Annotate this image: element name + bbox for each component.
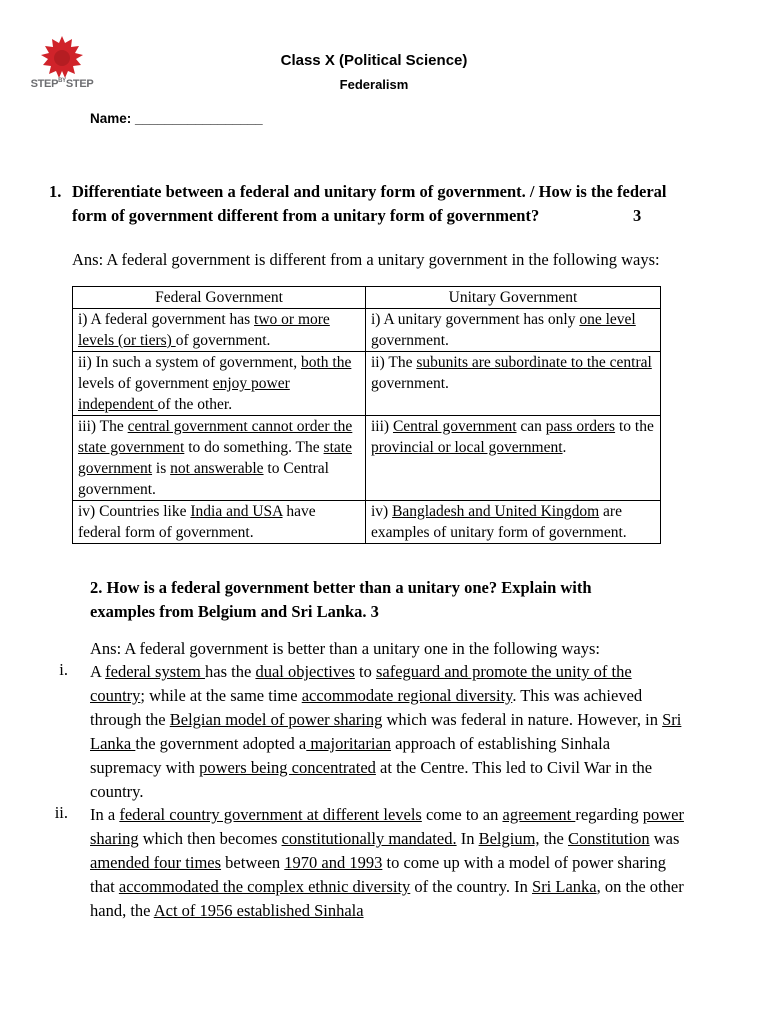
unitary-cell [366, 309, 661, 352]
text-segment: iii) [371, 418, 393, 435]
text-segment: come to an [421, 805, 503, 824]
text-segment: was [649, 829, 680, 848]
page-subtitle: Federalism [339, 77, 409, 92]
underlined-phrase: Sri Lanka [532, 877, 597, 896]
text-segment: In a [90, 805, 120, 824]
table-row [73, 501, 661, 544]
text-segment: A [90, 662, 106, 681]
underlined-phrase: pass orders [545, 418, 616, 435]
logo-text-step: STEP [30, 78, 59, 90]
underlined-phrase: accommodate regional diversity [301, 686, 513, 705]
text-segment: between [221, 853, 285, 872]
text-segment: levels of government [78, 375, 213, 392]
underlined-phrase: power sharing [90, 805, 684, 848]
federal-cell [73, 352, 366, 416]
question-1-line1: Differentiate between a federal and unitary form of government. / How is the federal [72, 182, 667, 201]
underlined-phrase: agreement [502, 805, 576, 824]
text-segment: which was federal in nature. However, in [382, 710, 663, 729]
text-segment: . This was achieved through the [90, 686, 643, 729]
underlined-phrase: Act of 1956 established Sinhala [153, 901, 364, 920]
name-field-label: Name: _________________ [90, 111, 263, 126]
text-segment: to Central government. [78, 460, 329, 498]
text-segment: i) A federal government has [78, 311, 255, 328]
underlined-phrase: dual objectives [255, 662, 355, 681]
unitary-cell [366, 501, 661, 544]
answer-1-intro: Ans: A federal government is different from a unitary government in the following ways: [72, 250, 660, 269]
answer-2-intro: Ans: A federal government is better than a unitary one in the following ways: [90, 639, 601, 658]
underlined-phrase: amended four times [90, 853, 222, 872]
underlined-phrase: Bangladesh and United Kingdom [392, 503, 600, 520]
underlined-phrase: safeguard and promote the unity of the country [90, 662, 632, 705]
underlined-phrase: Central government [392, 418, 517, 435]
table-row [73, 309, 661, 352]
answer-2-point [90, 803, 690, 923]
text-segment: to come up with a model of power sharing that [90, 853, 667, 896]
point-numeral: ii. [54, 803, 68, 822]
text-segment: In [456, 829, 479, 848]
underlined-phrase: enjoy power independent [78, 375, 290, 413]
text-segment: ii) In such a system of government, [78, 354, 301, 371]
underlined-phrase: federal system [105, 662, 206, 681]
question-1-line2: form of government different from a unitary form of government? [72, 206, 540, 225]
text-segment: iv) Countries like [78, 503, 191, 520]
text-segment: to do something. The [184, 439, 324, 456]
table-row [73, 352, 661, 416]
underlined-phrase: powers being concentrated [199, 758, 376, 777]
underlined-phrase: two or more levels (or tiers) [78, 311, 330, 349]
table-row [73, 416, 661, 501]
text-segment: iv) [371, 503, 393, 520]
underlined-phrase: Sri Lanka [90, 710, 682, 753]
unitary-cell [366, 352, 661, 416]
underlined-phrase: accommodated the complex ethnic diversity [118, 877, 411, 896]
table-header-row [73, 287, 661, 309]
underlined-phrase: not answerable [170, 460, 264, 477]
underlined-phrase: India and USA [190, 503, 283, 520]
underlined-phrase: both the [300, 354, 352, 371]
text-segment: of the country. In [410, 877, 533, 896]
question-2-line1: 2. How is a federal government better than a unitary one? Explain with [90, 578, 592, 597]
federal-cell [73, 309, 366, 352]
question-1-marks: 3 [633, 206, 642, 225]
question-1-number: 1. [49, 182, 62, 201]
underlined-phrase: majoritarian [306, 734, 392, 753]
text-segment: government. [371, 332, 449, 349]
text-segment: i) A unitary government has only [371, 311, 580, 328]
text-segment: of government. [175, 332, 271, 349]
text-segment: are examples of unitary form of government. [371, 503, 627, 541]
text-segment: to the [615, 418, 654, 435]
underlined-phrase: provincial or local government [371, 439, 563, 456]
text-segment: to [354, 662, 376, 681]
text-segment: ii) The [371, 354, 417, 371]
text-segment: which then becomes [138, 829, 282, 848]
text-segment: . [562, 439, 567, 456]
underlined-phrase: Constitution [567, 829, 650, 848]
text-segment: government. [371, 375, 449, 392]
underlined-phrase: state government [78, 439, 352, 477]
text-segment: have federal form of government. [78, 503, 316, 541]
text-segment: at the Centre. This led to Civil War in the country. [90, 758, 653, 801]
underlined-phrase: subunits are subordinate to the central [416, 354, 652, 371]
unitary-cell [366, 416, 661, 501]
point-numeral: i. [59, 660, 68, 679]
answer-2-point [90, 660, 682, 804]
page-title: Class X (Political Science) [280, 52, 468, 69]
underlined-phrase: constitutionally mandated. [281, 829, 457, 848]
logo-text-by: BY [58, 78, 66, 84]
text-segment: regarding [575, 805, 643, 824]
underlined-phrase: one level [579, 311, 636, 328]
underlined-phrase: Belgium, [478, 829, 540, 848]
text-segment: , on the other hand, the [90, 877, 684, 920]
underlined-phrase: federal country government at different levels [119, 805, 422, 824]
text-segment: iii) The [78, 418, 128, 435]
text-segment: of the other. [157, 396, 233, 413]
header-unitary: Unitary Government [366, 287, 661, 309]
underlined-phrase: 1970 and 1993 [284, 853, 383, 872]
underlined-phrase: central government cannot order the state government [78, 418, 353, 456]
text-segment: the [539, 829, 568, 848]
text-segment: the government adopted a [135, 734, 307, 753]
text-segment: has the [205, 662, 256, 681]
logo-text-step-2: STEP [65, 78, 94, 90]
question-2-line2: examples from Belgium and Sri Lanka. 3 [90, 602, 379, 621]
header-federal: Federal Government [73, 287, 366, 309]
text-segment: ; while at the same time [140, 686, 302, 705]
text-segment: is [152, 460, 171, 477]
text-segment: approach of establishing Sinhala supremacy with [90, 734, 611, 777]
text-segment: can [516, 418, 546, 435]
federal-cell [73, 501, 366, 544]
comparison-table [72, 286, 661, 544]
underlined-phrase: Belgian model of power sharing [169, 710, 383, 729]
federal-cell [73, 416, 366, 501]
